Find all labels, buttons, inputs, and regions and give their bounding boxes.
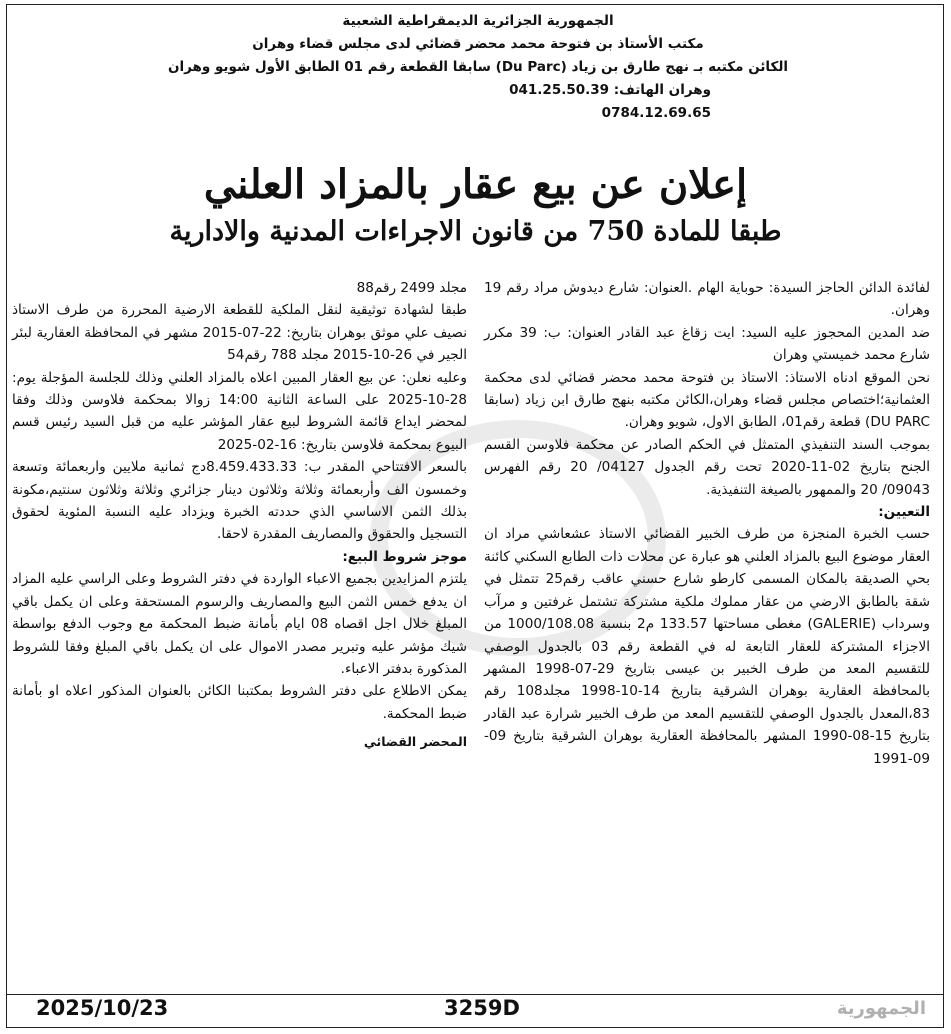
- newspaper-logo: الجمهورية: [836, 998, 926, 1019]
- header-office: مكتب الأستاذ بن فتوحة محمد محضر قضائي لدى مجلس قضاء وهران: [252, 36, 704, 52]
- footer-rule: [6, 994, 944, 995]
- notice-subtitle: طبقا للمادة 750 من قانون الاجراءات المدنية والادارية: [169, 216, 782, 247]
- designation-heading: التعيين:: [878, 504, 930, 521]
- left-column: [12, 277, 467, 754]
- header-republic: الجمهورية الجزائرية الديمقراطية الشعبية: [342, 13, 614, 29]
- price-paragraph: بالسعر الافتتاحي المقدر ب: 8.459.433.33دج ثمانية ملايين واربعمائة وتسعة وخمسون الف وأربعمائة وثلاثة وثلاثون دينار جزائري وثلاثة وثلاثون سنتيم،مكونة بذلك الثمن الاساسي الذي حددته الخبرة ويزداد عليه النسبة المئوية لحقوق التسجيل والحقوق والمصاريف المقدرة لاحقا.: [12, 459, 467, 543]
- judgment-paragraph: بموجب السند التنفيذي المتمثل في الحكم الصادر عن محكمة فلاوسن القسم الجنح بتاريخ 02-11-2020 تحت رقم الجدول 04127/ 20 رقم الفهرس 09043/ 20 والممهور بالصيغة التنفيذية.: [484, 436, 930, 498]
- header-mobile: 0784.12.69.65: [601, 105, 711, 121]
- footer-date: 2025/10/23: [36, 996, 169, 1020]
- creditor-paragraph: لفائدة الدائن الحاجز السيدة: حوباية الهام .العنوان: شارع ديدوش مراد رقم 19 وهران.: [484, 280, 930, 319]
- header-phone: وهران الهاتف: 041.25.50.39: [509, 82, 711, 98]
- notice-title: إعلان عن بيع عقار بالمزاد العلني: [203, 161, 748, 208]
- debtor-paragraph: ضد المدين المحجوز عليه السيد: ايت زقاغ عبد القادر العنوان: ب: 39 مكرر شارع محمد خميستي وهران: [484, 324, 930, 364]
- footer: [6, 988, 944, 1028]
- conditions-paragraph: يلتزم المزايدين بجميع الاعباء الواردة في دفتر الشروط وعلى الراسي عليه المزاد ان يدفع خمس الثمن البيع والمصاريف والرسوم المستحقة وعلى ان يكمل باقي المبلغ خلال اجل اقصاه 08 ايام بأمانة ضبط المحكمة مع وجوب الدفع بواسطة شيك مؤشر عليه وتبرير مصدر الاموال على ان يكمل باقي المبلغ وفقا للشروط المذكورة بدفتر الاعباء.: [12, 571, 468, 677]
- designation-paragraph: حسب الخبرة المنجزة من طرف الخبير القضائي الاستاذ عشعاشي مراد ان العقار موضوع البيع بالمزاد العلني هو عبارة عن محلات ذات الطابع السكني كائنة بحي الصديقة بالمكان المسمى كارطو شارع حسني عاقب رقم25 تتمثل في شقة بالطابق الارضي من عقار مملوك ملكية مشتركة تشتمل غرفتين و مرآب وسرداب (GALERIE) مغطى مساحتها 133.57 م2 بنسبة 1000/108.08 من الاجزاء المشتركة للعقار التابعة له في القطعة رقم 03 بالجدول الوصفي للتقسيم المعد من طرف الخبير بن عيسى بتاريخ 29-07-1998 المشهر بالمحافظة العقارية بوهران الشرقية بتاريخ 14-10-1998 مجلد108 رقم 83،المعدل بالجدول الوصفي للتقسيم المعد من طرف الخبير شرارة عبد القادر بتاريخ 15-08-1990 المشهر بالمحافظة العقارية بوهران الشرقية بتاريخ 09-09-1991: [484, 526, 931, 767]
- signature: المحضر القضائي: [363, 734, 467, 750]
- volume-line: مجلد 2499 رقم88: [356, 280, 467, 296]
- right-column: [484, 277, 930, 770]
- bailiff-paragraph: نحن الموقع ادناه الاستاذ: الاستاذ بن فتوحة محمد محضر قضائي لدى محكمة العثمانية؛اختصاص مجلس قضاء وهران،الكائن مكتبه بنهج طارق ابن زياد (سابقا DU PARC) قطعة رقم01، الطابق الاول، شويو وهران.: [484, 369, 930, 431]
- auction-paragraph: وعليه نعلن: عن بيع العقار المبين اعلاه بالمزاد العلني وذلك للجلسة المؤجلة يوم: 28-10-2025 على الساعة الثانية 14:00 زوالا بمحكمة فلاوسن وذلك وفقا لمحضر ايداع قائمة الشروط لبيع عقار المؤشر عليه من قبل السيد رئيس قسم البيوع بمحكمة فلاوسن بتاريخ: 16-02-2025: [12, 369, 468, 453]
- notice-header: [20, 10, 936, 125]
- consultation-paragraph: يمكن الاطلاع على دفتر الشروط بمكتبنا الكائن بالعنوان المذكور اعلاه او بأمانة ضبط المحكمة.: [12, 683, 467, 722]
- footer-code: 3259D: [444, 996, 520, 1020]
- conditions-heading: موجز شروط البيع:: [342, 548, 467, 565]
- header-address: الكائن مكتبه بـ نهج طارق بن زياد (Du Parc) سابقا القطعة رقم 01 الطابق الأول شويو وهران: [167, 59, 789, 75]
- ownership-paragraph: طبقا لشهادة توثيقية لنقل الملكية للقطعة الارضية المحررة من طرف الاستاذ نصيف علي موثق بوهران بتاريخ: 22-07-2015 مشهر في المحافظة العقارية لبئر الجير في 26-10-2015 مجلد 788 رقم54: [12, 302, 468, 364]
